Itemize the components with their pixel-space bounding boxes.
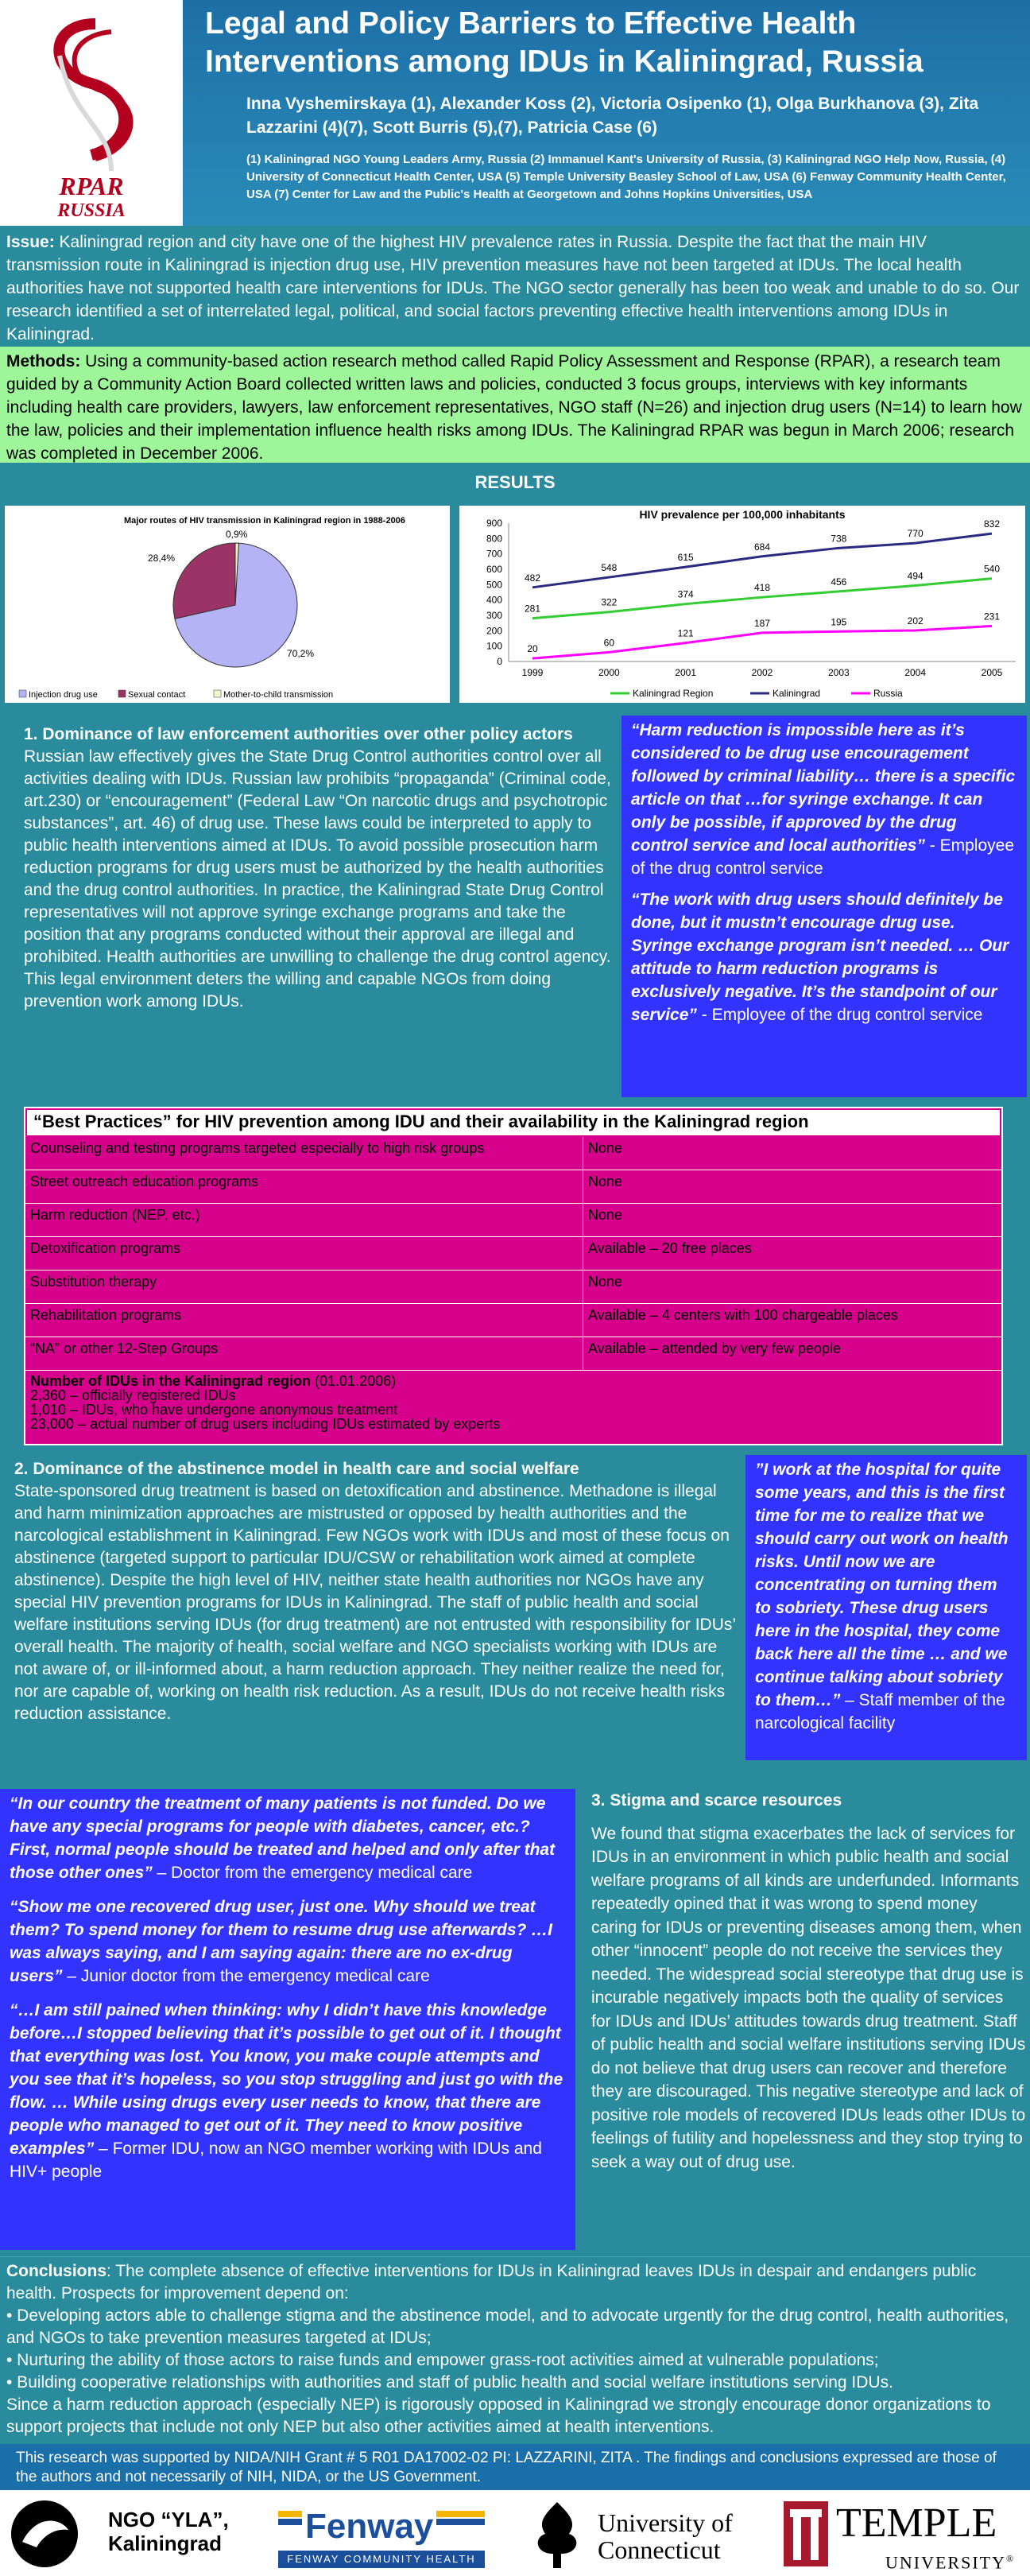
y-tick-label: 200 [486, 625, 502, 637]
program-cell: Harm reduction (NEP, etc.) [25, 1204, 583, 1236]
section-1-title: 1. Dominance of law enforcement authorities over other policy actors [24, 725, 573, 743]
x-tick-label: 2001 [675, 667, 697, 678]
rpar-emblem-icon [0, 0, 183, 226]
data-label: 548 [601, 562, 618, 574]
quote-text: “In our country the treatment of many patients is not funded. Do we have any special programs for people with diabetes, cancer, etc.? First, normal people should be treated and helped and only after that those other ones” [10, 1794, 556, 1882]
program-cell: Substitution therapy [25, 1271, 583, 1303]
quote-text: “The work with drug users should definitely be done, but it mustn’t encourage drug use. Syringe exchange program isn’t needed. … Our attitude to harm reduction programs is exclusively negative. It’s the standpoint of our service” [631, 890, 1009, 1024]
x-tick-label: 2003 [827, 667, 850, 678]
temple-t-icon [782, 2498, 830, 2570]
sponsor-logos [0, 2490, 1030, 2576]
pie-slice [173, 543, 235, 619]
quote-text: “Harm reduction is impossible here as it’s considered to be drug use encouragement followed by criminal liability… there is a specific article on that …for syringe exchange. It can only be possible, if approved by the drug control service and local authorities” [631, 721, 1016, 855]
data-label: 374 [677, 588, 694, 600]
fenway-logo [270, 2498, 493, 2570]
y-tick-label: 900 [486, 518, 502, 529]
availability-cell: Available – 20 free places [588, 1240, 752, 1256]
pie-data-label: 28,4% [148, 553, 176, 564]
table-row [25, 1271, 1001, 1304]
section-2-text: State-sponsored drug treatment is based on detoxification and abstinence. Methadone is illegal and harm minimization approaches are mistrusted or opposed by health authorities and the narcological establishment in Kaliningrad. Few NGOs work with IDUs and most of these focus on abstinence (targeted support to particular IDU/CSW or rehabilitation work aimed at complete abstinence). Despite the high level of HIV, neither state health authorities nor NGOs have any special HIV prevention programs for IDUs in Kaliningrad. The staff of public health and social welfare institutions serving IDUs (for drug treatment) are not entrusted with responsibility for IDUs’ overall health. The majority of health, social welfare and NGO specialists working with IDUs are not aware of, or ill-informed about, a harm reduction approach. They neither realize the need for, nor are capable of, working on health risk reduction. As a result, IDUs do not receive health risks reduction assistance. [14, 1482, 736, 1723]
data-label: 494 [907, 570, 924, 582]
conclusions-label: Conclusions [6, 2262, 107, 2280]
quote-box-3 [0, 1789, 575, 2250]
quote-source: – Junior doctor from the emergency medical care [62, 1967, 430, 1985]
data-label: 281 [524, 603, 541, 615]
issue-text: Kaliningrad region and city have one of the highest HIV prevalence rates in Russia. Despite the fact that the main HIV transmission route in Kaliningrad is injection drug use, HIV prevention measures have not been targeted at IDUs. The local health authorities have not supported health care interventions for IDUs. The NGO sector generally has been too weak and unable to do so. Our research identified a set of interrelated legal, political, and social factors preventing effective health interventions among IDUs in Kaliningrad. [6, 233, 1020, 343]
x-tick-label: 2005 [981, 667, 1003, 678]
x-tick-label: 1999 [521, 667, 544, 678]
data-label: 20 [527, 643, 538, 655]
temple-logo [782, 2498, 1025, 2573]
methods-label: Methods: [6, 352, 81, 370]
uconn-line-1: University of [598, 2508, 733, 2537]
data-label: 202 [907, 615, 924, 627]
quote-item [631, 719, 1017, 880]
data-label: 832 [983, 518, 1001, 530]
conclusions-intro: : The complete absence of effective interventions for IDUs in Kaliningrad leaves IDUs in despair and endangers public health. Prospects for improvement depend on: [6, 2262, 977, 2302]
section-3-title: 3. Stigma and scarce resources [591, 1791, 842, 1810]
x-tick-label: 2002 [751, 667, 773, 678]
idu-number-line: 23,000 – actual number of drug users including IDUs estimated by experts [30, 1416, 501, 1432]
legend-swatch [19, 690, 26, 697]
poster-title [205, 5, 1016, 81]
conclusion-bullet: • Developing actors able to challenge stigma and the abstinence model, and to advocate urgently for the drug control, health authorities, and NGOs to take prevention measures targeted at IDUs; [6, 2306, 1009, 2347]
pie-title: Major routes of HIV transmission in Kaliningrad region in 1988-2006 [124, 516, 405, 526]
line-chart-panel [459, 506, 1025, 703]
program-cell: Counseling and testing programs targeted especially to high risk groups [25, 1137, 583, 1170]
legend-entry: Kaliningrad [772, 688, 821, 699]
affiliations: (1) Kaliningrad NGO Young Leaders Army, Russia (2) Immanuel Kant's University of Russia, (3) Kaliningrad NGO Help Now, Russia, (4) University of Connecticut Health Center, USA (5) Temple University Beasley School of Law, USA (6) Fenway Community Health Center, USA (7) Center for Law and the Public's Health at Georgetown and Johns Hopkins Universities, USA [246, 153, 1006, 201]
quote-text: “Show me one recovered drug user, just one. Why should we treat them? To spend money for them to resume drug use afterwards? …I was always saying, and I am saying again: there are no ex-drug users” [10, 1898, 552, 1985]
conclusion-bullet: • Building cooperative relationships with authorities and staff of public health and social welfare institutions serving IDUs. [6, 2373, 893, 2392]
program-cell: “NA” or other 12-Step Groups [25, 1337, 583, 1370]
conclusions-section [0, 2256, 1030, 2444]
temple-wordmark: TEMPLE [836, 2500, 997, 2546]
data-label: 60 [603, 637, 615, 649]
data-label: 322 [601, 596, 618, 608]
section-2 [14, 1458, 738, 1725]
idu-number-line: 2,360 – officially registered IDUs [30, 1387, 236, 1403]
data-label: 187 [753, 617, 771, 629]
logo-subtext: RUSSIA [57, 200, 126, 221]
section-1 [24, 724, 620, 1013]
funding-note: This research was supported by NIDA/NIH Grant # 5 R01 DA17002-02 PI: LAZZARINI, ZITA . The findings and conclusions expressed are those of the authors and not necessarily of NIH, NIDA, or the US Government. [0, 2444, 1030, 2490]
uconn-line-2: Connecticut [598, 2535, 721, 2564]
ngo-city: Kaliningrad [108, 2531, 223, 2555]
title-line-2: Interventions among IDUs in Kaliningrad, Russia [205, 45, 924, 79]
section-3-text: We found that stigma exacerbates the lack of services for IDUs in an environment in which public health and social welfare programs of all kinds are underfunded. Informants repeatedly opined that it was wrong to spend money caring for IDUs or preventing diseases among them, when other “innocent” people do not receive the services they needed. The widespread social stereotype that drug use is incurable negatively impacts both the quality of services for IDUs and IDUs’ attitudes towards drug treatment. Staff of public health and social welfare institutions serving IDUs do not believe that drug users can recover and therefore they are discouraged. This negative stereotype and lack of positive role models of recovered IDUs leads other IDUs to feelings of futility and hopelessness and they stop trying to seek a way out of drug use. [591, 1824, 1026, 2171]
legend-swatch [118, 690, 126, 697]
availability-cell: None [588, 1140, 623, 1156]
y-tick-label: 700 [486, 548, 502, 560]
oak-leaf-icon [521, 2498, 593, 2570]
table-row [25, 1237, 1001, 1271]
idu-numbers-label: Number of IDUs in the Kaliningrad region [30, 1373, 312, 1389]
y-tick-label: 500 [486, 579, 502, 591]
quote-text: “…I am still pained when thinking: why I didn’t have this knowledge before…I stopped believing that it’s possible to get out of it. I thought that everything was lost. You know, you make couple attempts and you see that it’s hopeless, so you stop struggling and just go with the flow. … While using drugs every user needs to know, that there are people who managed to get out of it. They need to know positive examples” [10, 2001, 563, 2158]
idu-numbers-date: (01.01.2006) [311, 1373, 397, 1389]
conclusion-bullet: • Nurturing the ability of those actors to raise funds and empower grass-root activities aimed at vulnerable populations; [6, 2351, 879, 2369]
quote-item [631, 888, 1017, 1026]
data-label: 195 [831, 616, 847, 628]
authors: Inna Vyshemirskaya (1), Alexander Koss (2), Victoria Osipenko (1), Olga Burkhanova (3), Zita Lazzarini (4)(7), Scott Burris (5),(7), Patricia Case (6) [246, 95, 979, 137]
quote-item [10, 1895, 566, 1988]
program-cell: Detoxification programs [25, 1237, 583, 1270]
x-tick-label: 2000 [598, 667, 620, 678]
table-row [25, 1304, 1001, 1337]
quote-item [10, 1999, 566, 2183]
table-row [25, 1170, 1001, 1204]
availability-cell: None [588, 1174, 623, 1189]
idu-numbers [25, 1371, 1001, 1434]
bird-emblem-icon [5, 2498, 84, 2570]
data-label: 231 [983, 611, 1001, 623]
legend-entry: Mother-to-child transmission [223, 690, 334, 700]
y-tick-label: 100 [486, 640, 502, 652]
temple-registered-mark: ® [1006, 2553, 1016, 2564]
program-cell: Rehabilitation programs [25, 1304, 583, 1336]
idu-number-line: 1,010 – IDUs, who have undergone anonymous treatment [30, 1402, 398, 1418]
best-practices-table [24, 1107, 1003, 1445]
data-label: 456 [831, 576, 847, 588]
quote-box-2 [745, 1455, 1027, 1760]
data-label: 540 [983, 563, 1001, 575]
pie-data-label: 70,2% [287, 648, 315, 659]
data-label: 482 [524, 572, 541, 584]
data-label: 770 [907, 528, 924, 540]
table-row [25, 1337, 1001, 1371]
quote-source: - Employee of the drug control service [696, 1006, 983, 1024]
quote-item [10, 1792, 566, 1884]
program-cell: Street outreach education programs [25, 1170, 583, 1203]
quote-source: – Staff member of the narcological facility [755, 1691, 1005, 1732]
table-row [25, 1204, 1001, 1237]
x-tick-label: 2004 [904, 667, 927, 678]
ngo-yla-logo [5, 2498, 243, 2570]
y-tick-label: 600 [486, 564, 502, 575]
pie-chart [5, 506, 450, 703]
table-row [25, 1137, 1001, 1170]
quote-box-1 [621, 716, 1027, 1097]
data-label: 738 [831, 533, 847, 545]
section-2-title: 2. Dominance of the abstinence model in health care and social welfare [14, 1460, 579, 1478]
y-tick-label: 300 [486, 610, 502, 621]
availability-cell: None [588, 1274, 623, 1290]
data-label: 121 [677, 627, 694, 639]
legend-entry: Injection drug use [29, 690, 98, 700]
legend-entry: Kaliningrad Region [633, 688, 714, 699]
line-chart-title: HIV prevalence per 100,000 inhabitants [639, 508, 846, 521]
availability-cell: Available – attended by very few people [588, 1340, 841, 1356]
series-line [532, 626, 992, 658]
line-chart [459, 506, 1025, 703]
quote-text: ”I work at the hospital for quite some years, and this is the first time for me to realize that we should carry out work on health risks. Until now we are concentrating on turning them to sobriety. These drug users here in the hospital, they come back here all the time … and we continue talking about sobriety to them…” [755, 1461, 1009, 1709]
uconn-logo [521, 2498, 760, 2570]
data-label: 615 [677, 552, 694, 564]
availability-cell: None [588, 1207, 623, 1223]
best-practices-title: “Best Practices” for HIV prevention among IDU and their availability in the Kaliningrad region [27, 1110, 1000, 1135]
availability-cell: Available – 4 centers with 100 chargeable places [588, 1307, 898, 1323]
y-tick-label: 400 [486, 594, 502, 606]
rpar-logo [0, 0, 183, 226]
title-line-1: Legal and Policy Barriers to Effective Health [205, 6, 857, 41]
methods-text: Using a community-based action research method called Rapid Policy Assessment and Response (RPAR), a research team guided by a Community Action Board collected written laws and policies, conducted 3 focus groups, interviews with key informants including health care providers, lawyers, law enforcement representatives, NGO staff (N=26) and injection drug users (N=14) to learn how the law, policies and their implementation influence health risks among IDUs. The Kaliningrad RPAR was begun in March 2006; research was completed in December 2006. [6, 352, 1022, 463]
legend-entry: Russia [873, 688, 903, 699]
temple-subtext: UNIVERSITY [885, 2552, 1006, 2573]
data-label: 684 [753, 541, 771, 553]
conclusions-closing: Since a harm reduction approach (especially NEP) is rigorously opposed in Kaliningrad we strongly encourage donor organizations to support projects that include not only NEP but also other activities aimed at health interventions. [6, 2396, 991, 2436]
quote-source: – Doctor from the emergency medical care [152, 1864, 473, 1882]
data-label: 418 [753, 582, 771, 594]
quote-source: – Former IDU, now an NGO member working with IDUs and HIV+ people [10, 2140, 542, 2181]
issue-label: Issue: [6, 233, 55, 251]
fenway-wordmark: Fenway [302, 2508, 436, 2546]
section-3 [591, 1789, 1027, 2174]
logo-text: RPAR [59, 172, 124, 200]
pie-chart-panel [5, 506, 450, 703]
issue-section [0, 227, 1030, 345]
quote-source: - Employee of the drug control service [631, 836, 1014, 878]
legend-entry: Sexual contact [128, 690, 186, 700]
fenway-subtext: FENWAY COMMUNITY HEALTH [278, 2551, 485, 2568]
y-tick-label: 0 [497, 656, 502, 667]
section-1-text: Russian law effectively gives the State Drug Control authorities control over all activities dealing with IDUs. Russian law prohibits “propaganda” (Criminal code, art.230) or “encouragement” (Federal Law “On narcotic drugs and psychotropic substances”, art. 46) of drug use. These laws could be interpreted to apply to public health interventions aimed at IDUs. To avoid possible prosecution harm reduction programs for drug users must be authorized by the health authorities and the drug control authorities. In practice, the Kaliningrad State Drug Control representatives will not approve syringe exchange programs and take the position that any programs conducted without their approval are illegal and prohibited. Health authorities are unwilling to challenge the drug control agency. This legal environment deters the willing and capable NGOs from doing prevention work among IDUs. [24, 747, 611, 1011]
y-tick-label: 800 [486, 533, 502, 545]
legend-swatch [214, 690, 221, 697]
methods-section [0, 347, 1030, 463]
pie-data-label: 0,9% [226, 529, 248, 540]
results-header: RESULTS [474, 472, 556, 492]
ngo-name: NGO “YLA”, [108, 2508, 229, 2531]
